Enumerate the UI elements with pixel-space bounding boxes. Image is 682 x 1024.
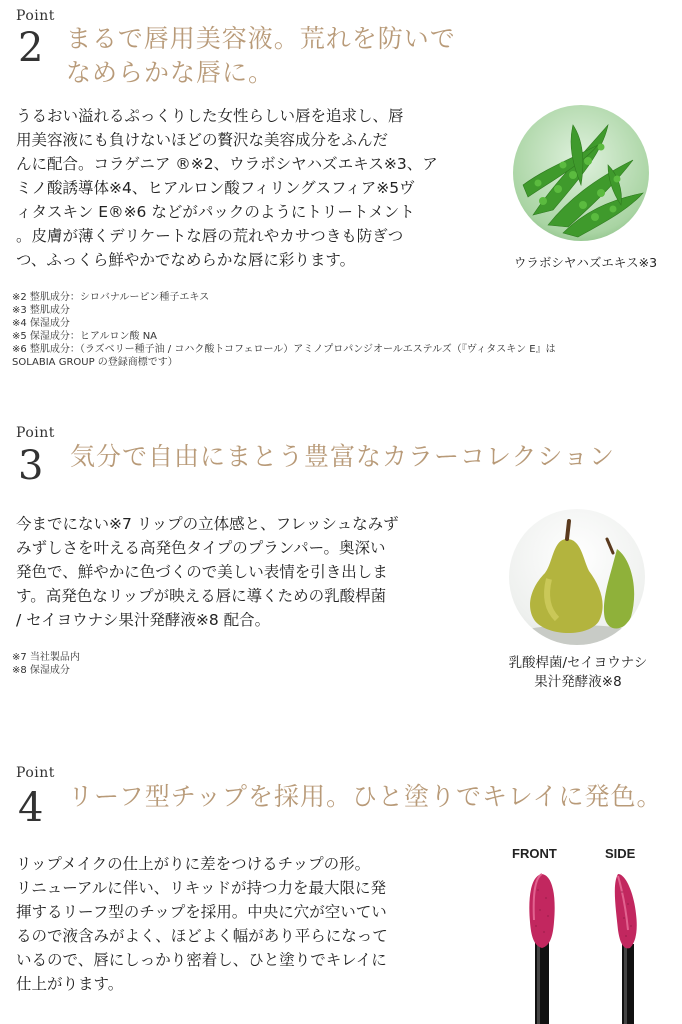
point-3-body-line: す。高発色なリップが映える唇に導くための乳酸桿菌 xyxy=(16,587,387,605)
footnote: ※6 整肌成分：（ラズベリー種子油 / コハク酸トコフェロール）アミノプロパンジオールエステルズ（『ヴィタスキン E』は xyxy=(12,344,556,355)
footnote: ※4 保湿成分 xyxy=(12,318,70,329)
front-label: FRONT xyxy=(512,846,557,861)
point-2-label: Point xyxy=(16,8,55,24)
point-2-body-line: うるおい溢れるぷっくりした女性らしい唇を追求し、唇 xyxy=(16,107,404,125)
side-label: SIDE xyxy=(605,846,636,861)
point-4-label: Point xyxy=(16,765,55,781)
point-2-headline xyxy=(66,22,456,90)
point-4-body-line: 揮するリーフ型のチップを採用。中央に穴が空いてい xyxy=(16,903,387,921)
pear-illustration xyxy=(509,509,645,645)
side-tip-illustration xyxy=(604,870,648,1024)
footnote: SOLABIA GROUP の登録商標です） xyxy=(12,357,178,368)
pear-caption-line1: 乳酸桿菌/セイヨウナシ xyxy=(508,655,648,671)
point-3-body-line: 発色で、鮮やかに色づくので美しい表情を引き出しま xyxy=(16,563,388,581)
point-2-body-line: んに配合。コラゲニア ®※2、ウラボシヤハズエキス※3、ア xyxy=(16,155,438,173)
point-3-number: 3 xyxy=(18,443,44,489)
pear-caption xyxy=(478,654,678,692)
point-2-notes xyxy=(12,291,672,369)
point-2-body-line: 。皮膚が薄くデリケートな唇の荒れやカサつきも防ぎつ xyxy=(16,227,404,245)
point-2-headline-line1: まるで唇用美容液。荒れを防いで xyxy=(66,24,456,53)
point-4-headline: リーフ型チップを採用。ひと塗りでキレイに発色。 xyxy=(68,782,663,811)
point-2-body-line: ミノ酸誘導体※4、ヒアルロン酸フィリングスフィア※5ヴ xyxy=(16,179,415,197)
point-4-body-line: るので液含みがよく、ほどよく幅があり平らになって xyxy=(16,927,388,945)
point-4-number: 4 xyxy=(18,785,44,831)
point-2-body xyxy=(16,104,496,272)
point-2-body-line: つ、ふっくら鮮やかでなめらかな唇に彩ります。 xyxy=(16,251,356,269)
point-4-body-line: リップメイクの仕上がりに差をつけるチップの形。 xyxy=(16,855,371,873)
point-3-notes xyxy=(12,651,80,677)
point-4-body xyxy=(16,852,496,996)
point-2-body-line: 用美容液にも負けないほどの贅沢な美容成分をふんだ xyxy=(16,131,389,149)
pear-image xyxy=(509,509,645,645)
point-4-body-line: いるので、唇にしっかり密着し、ひと塗りでキレイに xyxy=(16,951,387,969)
leaf-illustration xyxy=(513,105,649,241)
point-2-body-line: ィタスキン E®※6 などがパックのようにトリートメント xyxy=(16,203,415,221)
point-3-label: Point xyxy=(16,425,55,441)
footnote: ※3 整肌成分 xyxy=(12,305,70,316)
point-3-headline: 気分で自由にまとう豊富なカラーコレクション xyxy=(70,442,616,471)
point-3-body-line: / セイヨウナシ果汁発酵液※8 配合。 xyxy=(16,611,271,629)
urabosi-extract-caption: ウラボシヤハズエキス※3 xyxy=(513,255,658,270)
pear-caption-line2: 果汁発酵液※8 xyxy=(534,674,622,690)
footnote: ※8 保湿成分 xyxy=(12,665,70,676)
footnote: ※7 当社製品内 xyxy=(12,652,80,663)
point-3-body-line: 今までにない※7 リップの立体感と、フレッシュなみず xyxy=(16,515,399,533)
point-3-body-line: みずしさを叶える高発色タイプのプランパー。奥深い xyxy=(16,539,386,557)
point-2-headline-line2: なめらかな唇に。 xyxy=(66,58,275,87)
footnote: ※5 保湿成分：ヒアルロン酸 NA xyxy=(12,331,158,342)
point-3-body xyxy=(16,512,496,632)
footnote: ※2 整肌成分：シロバナルーピン種子エキス xyxy=(12,292,210,303)
front-tip-illustration xyxy=(522,870,562,1024)
point-4-body-line: 仕上がります。 xyxy=(16,975,124,993)
urabosi-extract-image xyxy=(513,105,649,241)
point-2-number: 2 xyxy=(18,25,44,71)
point-4-body-line: リニューアルに伴い、リキッドが持つ力を最大限に発 xyxy=(16,879,386,897)
